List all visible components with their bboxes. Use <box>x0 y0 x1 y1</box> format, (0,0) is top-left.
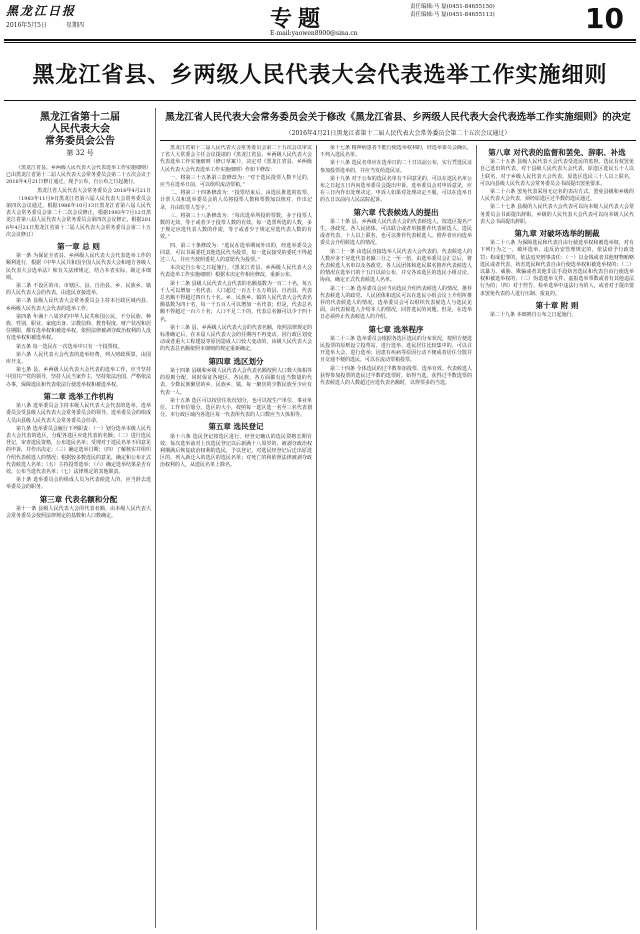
article-16: 第十六条 选民登记按选区进行，经登记确认的选民资格长期有效。每次选举前对上次选民登记以后新满十八周岁的、被剥夺政治权利期满后恢复政治权利的选民，予以登记。对选民经登记后迁出原选区的，列入新迁入的选区的选民名单；对死亡的和依照法律被剥夺政治权利的人，从选民名单上除名。 <box>160 433 312 469</box>
page-number: 10 <box>585 2 624 35</box>
article-25: 第二十五条 县级人民代表大会代表受选民的监督。选民有权罢免自己选出的代表。对于县级人民代表大会代表，原选区选民五十人以上联名，对于乡级人民代表大会代表，原选区选民三十人以上联名，可以向县级人民代表大会常务委员会书面提出罢免要求。 <box>480 159 634 187</box>
article-9: 第九条 选举委员会履行下列职责：（一）划分选举本级人民代表大会代表的选区，分配各选区应选代表的名额；（二）进行选民登记，审查选民资格，公布选民名单；受理对于选民名单不同意见的申诉，并作出决定；（三）确定选举日期；（四）了解核实并组织介绍代表候选人的情况；根据较多数选民的意见，确定和公布正式代表候选人名单；（五）主持投票选举；（六）确定选举结果是否有效，公布当选代表名单；（七）法律规定的其他职责。 <box>6 425 151 475</box>
headline-rule <box>4 100 636 101</box>
chapter-9-heading: 第九章 对破坏选举的制裁 <box>514 229 600 239</box>
article-7: 第七条 县、乡两级人民代表大会代表的选举工作，应当坚持中国共产党的领导，坚持人民当家作主，坚持依法治国，严格依法办事，保障选民和代表依法行使选举权和被选举权。 <box>6 367 151 388</box>
chapter-1-heading: 第一章 总 则 <box>57 242 100 252</box>
article-17: 第十七条 精神病患者不能行使选举权利的，经选举委员会确认，不列入选民名单。 <box>320 145 472 159</box>
section-title: 专题 <box>270 6 327 32</box>
article-5: 第五条 每一选民在一次选举中只有一个投票权。 <box>16 343 123 350</box>
article-22: 第二十二条 选举委员会应当向选民介绍代表候选人的情况。推荐代表候选人的政党、人民团体和选民可以在选民小组会议上介绍所推荐的代表候选人的情况。选举委员会可以组织代表候选人与选民见面，由代表候选人介绍本人的情况，回答选民的问题。但是，在选举日必须停止代表候选人的介绍。 <box>320 285 472 321</box>
middle-right-column <box>320 145 472 930</box>
page-header <box>0 0 640 38</box>
left-column <box>6 165 151 930</box>
header-rule <box>4 39 636 41</box>
decision-rule <box>160 140 636 141</box>
editor-line: 责任编辑:马 磊(0451-84655150) <box>410 4 495 10</box>
article-3: 第三条 县级人民代表大会常务委员会主持本行政区域内县、乡两级人民代表大会代表的选举工作。 <box>6 298 151 312</box>
right-column <box>480 145 634 930</box>
announcement-line-3: 常务委员会公告 <box>45 136 115 147</box>
article-28: 第二十八条 为保障选民和代表自由行使选举权和被选举权，对有下列行为之一，破坏选举，违反治安管理规定的，依法给予行政处罚；构成犯罪的，依法追究刑事责任：（一）以金钱或者其他财物贿赂选民或者代表，妨害选民和代表自由行使选举权和被选举权的；（二）以暴力、威胁、欺骗或者其他非法手段妨害选民和代表自由行使选举权和被选举权的；（三）伪造选举文件、虚报选举票数或者有其他违法行为的；（四）对于控告、检举选举中违法行为的人，或者对于提出要求罢免代表的人进行压制、报复的。 <box>480 240 634 297</box>
issue-date: 2016年5月5日 <box>6 22 47 29</box>
chapter-2-heading: 第二章 选举工作机构 <box>43 391 114 401</box>
decision-item-3: 三、将第三十八条修改为：“每次选举所投的票数，多于投票人数的无效，等于或者少于投票人数的有效。每一选票所选的人数，多于规定应选代表人数的作废，等于或者少于规定应选代表人数的有效。” <box>160 212 312 241</box>
article-1: 第一条 为保证全省县、乡两级人民代表大会代表选举工作的顺利进行，根据《中华人民共和国全国人民代表大会和地方各级人民代表大会选举法》和有关法律规定，结合本省实际，制定本细则。 <box>6 253 151 281</box>
newspaper-masthead: 黑龙江日报 <box>6 4 77 18</box>
chapter-5-heading: 第五章 选民登记 <box>208 422 264 432</box>
revision-history: （1983年11月9日黑龙江省第六届人民代表大会常务委员会第四次会议通过，根据1986年10月13日黑龙江省第六届人民代表大会常务委员会第二十二次会议修正，根据1993年7月12日黑龙江省第八届人民代表大会常务委员会第四次会议修正，根据2016年4月21日黑龙江省第十二届人民代表大会常务委员会第二十五次会议修订） <box>6 195 151 238</box>
article-20: 第二十条 县、乡两级人民代表大会的代表候选人，按选区提名产生。各政党、各人民团体，可以联合或者单独推荐代表候选人。选民或者代表，十人以上联名，也可以推荐代表候选人。推荐者应向选举委员会介绍候选人的情况。 <box>320 218 472 247</box>
article-15: 第十五条 选区可以按居住状况划分，也可以按生产单位、事业单位、工作单位划分。选区的大小，按照每一选区选一名至三名代表划分。本行政区域内各选区每一代表所代表的人口数应当大体相等。 <box>160 397 312 419</box>
article-11: 第十一条 县级人民代表大会的代表名额，由本级人民代表大会常务委员会按照法律规定的基数和人口数确定。 <box>6 505 151 519</box>
decision-item-1: 一、将第三十五条第三款修改为：“对于选民投票人数不足的，应当在选举日前，可以组织流动票箱。” <box>160 174 312 189</box>
column-separator-3 <box>476 145 477 930</box>
weekday: 星期四 <box>66 22 85 29</box>
article-4: 第四条 年满十八周岁的中华人民共和国公民，不分民族、种族、性别、职业、家庭出身、宗教信仰、教育程度、财产状况和居住期限，都有选举权和被选举权。依照法律被剥夺政治权利的人没有选举权和被选举权。 <box>6 313 151 342</box>
chapter-3-heading: 第三章 代表名额和分配 <box>39 494 118 504</box>
decision-item-4: 四、第三十条修改为：“选民在选举期间外出的，经选举委员会同意，可以书面委托其他选民代为投票。每一选民接受的委托不得超过三人，并应当按照委托人的意愿代为投票。” <box>160 242 312 264</box>
left-signature: 黑龙江省人民代表大会常务委员会 2016年4月21日 <box>37 187 151 194</box>
announcement-line-2: 人民代表大会 <box>50 124 110 135</box>
chapter-10-heading: 第十章 附 则 <box>535 300 579 310</box>
article-26: 第二十六条 罢免代表采用无记名的表决方式。罢免县级和乡级的人民代表大会代表，须经原选区过半数的选民通过。 <box>480 189 634 203</box>
article-10: 第十条 选举委员会的组成人员为代表候选人的，应当辞去选举委员会的职务。 <box>6 477 151 491</box>
chapter-8-heading: 第八章 对代表的监督和罢免、辞职、补选 <box>488 148 626 157</box>
article-27: 第二十七条 县级的人民代表大会代表可以向本级人民代表大会常务委员会书面提出辞职。乡级的人民代表大会代表可以向本级人民代表大会书面提出辞职。 <box>480 204 634 225</box>
section-email: E-mail:yaowen8900@sina.cn <box>270 30 358 37</box>
announcement-box <box>10 112 150 158</box>
decision-intro: 黑龙江省第十二届人民代表大会常务委员会第二十五次会议审议了省人大常委会主任会议提请的《黑龙江省县、乡两级人民代表大会代表选举工作实施细则（修订草案）》，决定对《黑龙江省县、乡两级人民代表大会代表选举工作实施细则》作如下修改： <box>160 145 312 173</box>
announcement-line-1: 黑龙江省第十二届 <box>40 112 120 123</box>
decision-subtitle: （2016年4月21日黑龙江省第十二届人民代表大会常务委员会第二十五次会议通过） <box>285 130 511 137</box>
decision-item-2: 二、将第三十四条修改为：“投票结束后，由选民推选的监票、计票人员和选举委员会的人员将投票人数和票数加以核对，作出记录，并由监票人签字。” <box>160 190 312 211</box>
header-rule-thin <box>4 42 636 43</box>
article-23: 第二十三条 选举委员会根据各选区选民的分布状况，按照方便选民投票的原则设立投票站，进行选举。选民居住比较集中的，可以召开选举大会，进行选举；因患有疾病等原因行动不便或者居住分散并且交通不便的选民，可以在流动票箱投票。 <box>320 335 472 364</box>
decision-title: 黑龙江省人民代表大会常务委员会关于修改《黑龙江省县、乡两级人民代表大会代表选举工作实施细则》的决定 <box>165 112 631 123</box>
middle-left-column <box>160 145 312 930</box>
chapter-6-heading: 第六章 代表候选人的提出 <box>353 207 439 217</box>
article-18: 第十八条 选民名单应在选举日的二十日以前公布，实行凭选民证参加投票选举的，并应当发给选民证。 <box>320 160 472 174</box>
editor-credits <box>410 3 495 19</box>
column-separator <box>155 108 156 928</box>
chapter-7-heading: 第七章 选举程序 <box>368 324 424 334</box>
article-19: 第十九条 对于公布的选民名单有不同意见的，可以在选民名单公布之日起五日内向选举委员会提出申诉。选举委员会对申诉意见，应在三日内作出处理决定。申诉人如果对处理决定不服，可以在选举日的五日以前向人民法院起诉。 <box>320 175 472 204</box>
article-14: 第十四条 县级和乡级人民代表大会代表名额按照人口数大体相等的原则分配，同时保证各地区、各民族、各方面都有适当数量的代表。少数民族聚居的乡、民族乡、镇，每一聚居的少数民族至少应有代表一人。 <box>160 367 312 396</box>
chapter-4-heading: 第四章 选区划分 <box>208 356 264 366</box>
article-2: 第二条 不设区的市、市辖区、县、自治县、乡、民族乡、镇的人民代表大会的代表，由选民直接选举。 <box>6 283 151 297</box>
page-headline: 黑龙江省县、乡两级人民代表大会代表选举工作实施细则 <box>32 63 608 88</box>
article-12: 第十二条 县级人民代表大会代表的名额基数为一百二十名，每五千人可以增加一名代表；人口超过一百五十五万的县、自治县，代表总名额不得超过四百五十名。乡、民族乡、镇的人民代表大会代表名额基数为四十名，每一千五百人可以增加一名代表；但是，代表总名额不得超过一百六十名；人口不足二千的，代表总名额可以少于四十名。 <box>160 280 312 323</box>
article-8: 第八条 选举委员会主持本级人民代表大会代表的选举。选举委员会受县级人民代表大会常务委员会的领导。选举委员会的组成人员由县级人民代表大会常务委员会任命。 <box>6 403 151 424</box>
column-separator-2 <box>316 145 317 930</box>
article-24: 第二十四条 全体选民的过半数参加投票，选举有效。代表候选人获得参加投票的选民过半数的选票时，始得当选。获得过半数选票的代表候选人的人数超过应选代表名额时，以得票多的当选。 <box>320 365 472 387</box>
announcement-number: 第 32 号 <box>66 149 94 157</box>
article-21: 第二十一条 由选民直接选举人民代表大会代表的，代表候选人的人数应多于应选代表名额三分之一至一倍。由选举委员会汇总后，将代表候选人名单以及各政党、各人民团体和选民联名推荐代表候选人的情况在选举日的十五日以前公布，并交各该选区的选民小组讨论、协商，确定正式代表候选人名单。 <box>320 248 472 284</box>
article-29: 第二十九条 本细则自公布之日起施行。 <box>490 312 577 319</box>
designer-line: 责任编辑:马 磊(0451-84655113) <box>410 12 495 18</box>
article-13: 第十三条 县、乡两级人民代表大会的代表名额，依照法律规定的标准确定后，在本届人民代表大会的任期内不再变动。因行政区划变动或者重大工程建设等原因造成人口较大变动的，该级人民代表大会的代表总名额依照本细则的规定重新确定。 <box>160 324 312 353</box>
left-intro: 《黑龙江省县、乡两级人民代表大会代表选举工作实施细则》已由黑龙江省第十二届人民代表大会常务委员会第二十五次会议于2016年4月21日修订通过，现予公布，自公布之日起施行。 <box>6 165 151 186</box>
decision-closing: 本决定自公布之日起施行。《黑龙江省县、乡两级人民代表大会代表选举工作实施细则》根据本决定作相应修改，重新公布。 <box>160 265 312 279</box>
article-6: 第六条 人民代表大会代表的选举经费，列入财政预算，由国库开支。 <box>6 351 151 366</box>
